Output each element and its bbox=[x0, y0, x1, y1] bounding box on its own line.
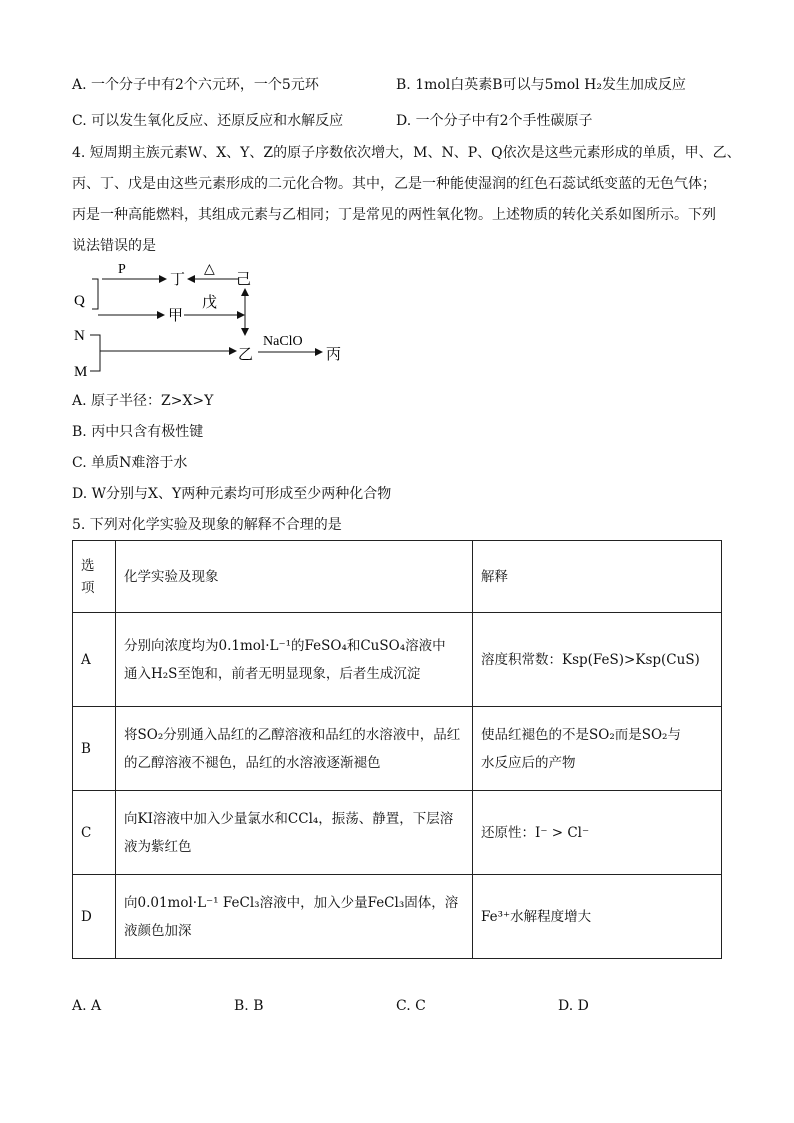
row-experiment-line: 液颜色加深 bbox=[124, 922, 192, 939]
q3-option-d[interactable]: D. 一个分子中有2个手性碳原子 bbox=[396, 113, 593, 129]
row-explanation-line: Fe³⁺水解程度增大 bbox=[481, 908, 592, 925]
label-p: P bbox=[118, 262, 126, 277]
label-jia: 甲 bbox=[168, 308, 184, 324]
row-experiment-line: 液为紫红色 bbox=[124, 838, 192, 855]
row-explanation-line: 水反应后的产物 bbox=[481, 754, 576, 771]
row-experiment bbox=[116, 707, 473, 791]
q4-option-d[interactable]: D. W分别与X、Y两种元素均可形成至少两种化合物 bbox=[72, 486, 392, 502]
row-experiment-line: 向KI溶液中加入少量氯水和CCl₄，振荡、静置，下层溶 bbox=[124, 810, 454, 827]
row-experiment-line: 通入H₂S至饱和，前者无明显现象，后者生成沉淀 bbox=[124, 665, 421, 682]
row-explanation bbox=[473, 707, 722, 791]
q5-answer-c[interactable]: C. C bbox=[396, 998, 426, 1014]
table-row bbox=[73, 791, 722, 875]
label-yi: 乙 bbox=[238, 347, 254, 363]
row-explanation bbox=[473, 875, 722, 959]
label-wu: 戊 bbox=[202, 295, 218, 311]
row-option: B bbox=[73, 707, 116, 791]
q3-option-b[interactable]: B. 1mol白英素B可以与5mol H₂发生加成反应 bbox=[396, 77, 686, 93]
q5-stem: 5. 下列对化学实验及现象的解释不合理的是 bbox=[72, 517, 342, 533]
q3-option-a[interactable]: A. 一个分子中有2个六元环，一个5元环 bbox=[72, 77, 319, 93]
q4-option-a[interactable]: A. 原子半径：Z>X>Y bbox=[72, 393, 214, 409]
q4-stem-line2: 丙、丁、戊是由这些元素形成的二元化合物。其中，乙是一种能使湿润的红色石蕊试纸变蓝的无色气体； bbox=[72, 176, 716, 192]
q4-option-c[interactable]: C. 单质N难溶于水 bbox=[72, 455, 188, 471]
table-row bbox=[73, 875, 722, 959]
table-header-row bbox=[73, 541, 722, 613]
header-explanation: 解释 bbox=[473, 541, 722, 613]
header-option: 选项 bbox=[73, 541, 116, 613]
label-ding: 丁 bbox=[170, 272, 186, 288]
table-row bbox=[73, 707, 722, 791]
label-n: N bbox=[74, 328, 85, 344]
row-experiment bbox=[116, 613, 473, 707]
label-bing: 丙 bbox=[326, 347, 342, 363]
q4-transformation-diagram bbox=[60, 255, 360, 385]
label-naclo: NaClO bbox=[263, 334, 303, 349]
row-explanation bbox=[473, 613, 722, 707]
row-experiment-line: 将SO₂分别通入品红的乙醇溶液和品红的水溶液中，品红 bbox=[124, 726, 461, 743]
row-experiment-line: 向0.01mol·L⁻¹ FeCl₃溶液中，加入少量FeCl₃固体，溶 bbox=[124, 894, 459, 911]
q4-stem-line3: 丙是一种高能燃料，其组成元素与乙相同；丁是常见的两性氧化物。上述物质的转化关系如图所示。下列 bbox=[72, 207, 716, 223]
row-experiment bbox=[116, 791, 473, 875]
q4-stem-line1: 4. 短周期主族元素W、X、Y、Z的原子序数依次增大，M、N、P、Q依次是这些元素形成的单质，甲、乙、 bbox=[72, 145, 741, 161]
row-explanation-line: 溶度积常数：Ksp(FeS)>Ksp(CuS) bbox=[481, 651, 700, 668]
row-experiment bbox=[116, 875, 473, 959]
q3-option-c[interactable]: C. 可以发生氧化反应、还原反应和水解反应 bbox=[72, 113, 344, 129]
q4-stem-line4: 说法错误的是 bbox=[72, 238, 156, 254]
label-q: Q bbox=[74, 293, 85, 309]
label-m: M bbox=[74, 364, 88, 380]
label-ji: 己 bbox=[236, 272, 252, 288]
row-explanation bbox=[473, 791, 722, 875]
row-experiment-line: 的乙醇溶液不褪色，品红的水溶液逐渐褪色 bbox=[124, 754, 381, 771]
q5-answer-d[interactable]: D. D bbox=[558, 998, 589, 1014]
row-experiment-line: 分别向浓度均为0.1mol·L⁻¹的FeSO₄和CuSO₄溶液中 bbox=[124, 637, 446, 654]
row-option: C bbox=[73, 791, 116, 875]
q5-answer-b[interactable]: B. B bbox=[234, 998, 264, 1014]
q5-answer-a[interactable]: A. A bbox=[72, 998, 102, 1014]
row-explanation-line: 还原性：I⁻ > Cl⁻ bbox=[481, 824, 590, 841]
row-option: D bbox=[73, 875, 116, 959]
row-explanation-line: 使品红褪色的不是SO₂而是SO₂与 bbox=[481, 726, 681, 743]
header-experiment: 化学实验及现象 bbox=[116, 541, 473, 613]
label-heat: △ bbox=[204, 262, 215, 277]
table-row bbox=[73, 613, 722, 707]
q5-experiment-table bbox=[72, 540, 722, 959]
row-option: A bbox=[73, 613, 116, 707]
q4-option-b[interactable]: B. 丙中只含有极性键 bbox=[72, 424, 204, 440]
